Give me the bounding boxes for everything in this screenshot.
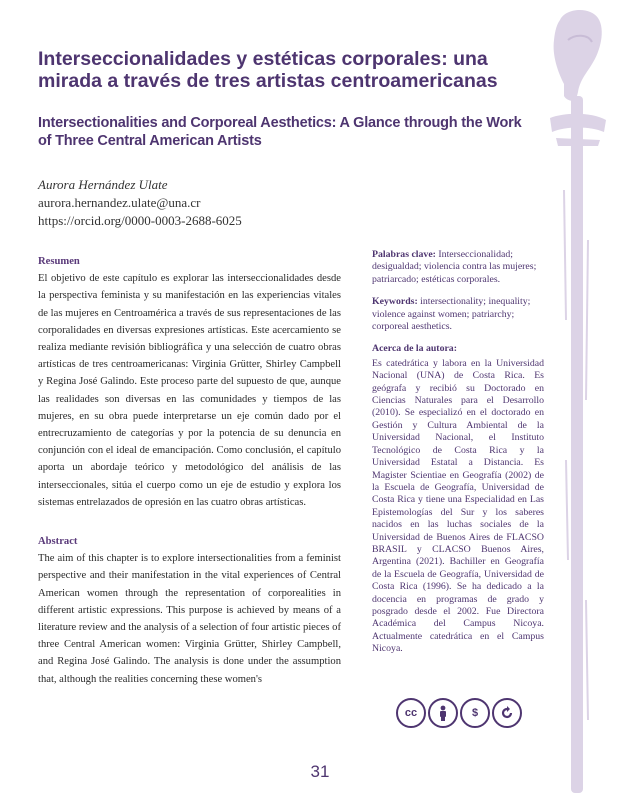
author-orcid-link[interactable]: https://orcid.org/0000-0003-2688-6025: [38, 213, 242, 228]
palabras-clave: [372, 249, 544, 286]
keywords-label: Keywords:: [372, 296, 418, 308]
autora-label: Acerca de la autora:: [372, 343, 457, 355]
resumen-text: El objetivo de este capítulo es explorar las interseccionalidades desde la perspectiva feminista y su manifestación en las experiencias vitales de las mujeres en Centroamérica a través de sus representaciones de las corporalidades en diversas expresiones artísticas. Este acercamiento se realiza mediante revisión bibliográfica y una selección de cuatro obras artísticas de tres centroamericanas: Virginia Grütter, Shirley Campbell y Regina José Galindo. Este proceso parte del supuesto de que, aunque las realidades son diversas en las comunidades y tiempos de las mujeres, en su obra puede interpretarse un eje común dado por el entrecruzamiento de categorías y por la potencia de su denuncia en conjunción con el ideal de emancipación. Como conclusión, el capítulo aporta un abordaje teórico y metodológico del análisis de las interseccionales, sitúa el cuerpo como un eje de estudio y explora los sistemas entrelazados de opresión en las cuatro obras artísticas.: [38, 273, 341, 508]
chapter-title: Interseccionalidades y estéticas corporales: una mirada a través de tres artistas centroamericanas: [38, 48, 498, 92]
keywords-text: intersectionality; inequality; violence against women; patriarchy; corporeal aesthetics.: [372, 296, 531, 333]
palabras-clave-text: Interseccionalidad; desigualdad; violencia contra las mujeres; patriarcado; estéticas corporales.: [372, 249, 537, 285]
by-icon: [428, 698, 458, 728]
abstract-column: [38, 253, 341, 688]
page-number: 31: [310, 762, 330, 781]
author-email[interactable]: aurora.hernandez.ulate@una.cr: [38, 195, 201, 210]
nc-icon: $: [460, 698, 490, 728]
sidebar-column: [372, 249, 544, 666]
resumen-heading: Resumen: [38, 256, 80, 267]
author-block: [38, 176, 458, 230]
author-name: Aurora Hernández Ulate: [38, 177, 168, 192]
creative-commons-license[interactable]: [396, 698, 522, 728]
autora-bio: Es catedrática y labora en la Universidad Nacional (UNA) de Costa Rica. Es geógrafa y recibió su Doctorado en Ciencias Naturales para el Desarrollo (2010). Se especializó en el doctorado en Gestión y Cultura Ambiental de la Universidad Nacional, el Instituto Tecnológico de Costa Rica y la Universidad Estatal a Distancia. Es Magister Scientiae en Geografía (2002) de la Escuela de Geografía, Universidad de Costa Rica y tiene una Especialidad en Las Epistemologías del Sur y los saberes nacidos en las luchas sociales de la Universidad de Buenos Aires de FLACSO BRASIL y CLACSO Buenos Aires, Argentina (2021). Bachiller en Geografía de la Escuela de Geografía, Universidad de Costa Rica (1996). Se ha dedicado a la docencia en programas de grado y posgrado desde el 2002. Fue Directora Académica del Campus Nicoya. Actualmente catedrática en el Campus Nicoya.: [372, 357, 544, 655]
chapter-subtitle-english: Intersectionalities and Corporeal Aesthetics: A Glance through the Work of Three Central American Artists: [38, 115, 522, 149]
sa-icon: [492, 698, 522, 728]
palabras-clave-label: Palabras clave:: [372, 249, 436, 260]
cc-icon: cc: [396, 698, 426, 728]
abstract-heading: Abstract: [38, 536, 78, 548]
abstract-text: The aim of this chapter is to explore intersectionalities from a feminist perspective and their manifestation in the vital experiences of Central American women through the representation of corporealities in different artistic expressions. This purpose is achieved by means of a literature review and the analysis of a selection of four artistic pieces of three Central American women: Virginia Grütter, Shirley Campbell, and Regina José Galindo. The analysis is done under the assumption that, although the realities concerning these women's: [38, 553, 341, 685]
keywords: [372, 296, 544, 333]
